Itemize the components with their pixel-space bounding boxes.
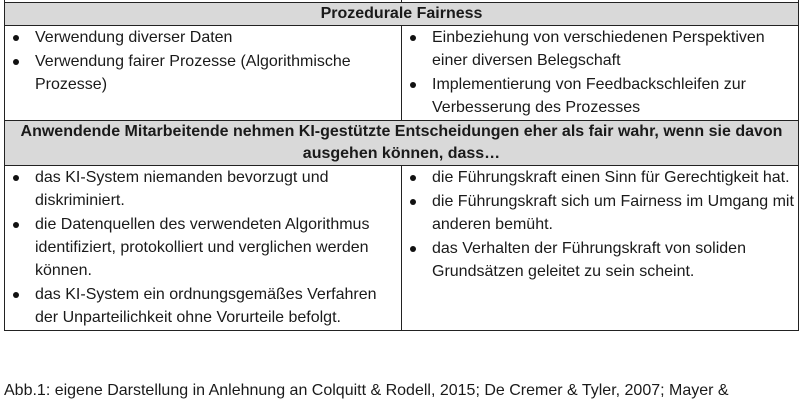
table-row-section-header [5, 3, 799, 26]
list-item-text: die Führungskraft einen Sinn für Gerechtigkeit hat. [432, 169, 790, 186]
list-item [402, 166, 798, 189]
bullet-icon [13, 292, 19, 298]
fairness-table [4, 0, 799, 331]
bullet-icon [13, 175, 19, 181]
table-row-procedural-content [5, 26, 799, 121]
bullet-icon [13, 222, 19, 228]
list-item-text: die Führungskraft sich um Fairness im Umgang mit anderen bemüht. [432, 193, 794, 233]
perception-left-cell [5, 166, 402, 331]
list-item-text: die Datenquellen des verwendeten Algorithmus identifiziert, protokolliert und verglichen werden können. [35, 216, 370, 279]
bullet-icon [410, 35, 416, 41]
list-item [402, 190, 798, 236]
list-item-text: das KI-System ein ordnungsgemäßes Verfahren der Unparteilichkeit ohne Vorurteile befolgt. [35, 286, 377, 326]
bullet-icon [13, 35, 19, 41]
list-item [5, 26, 401, 49]
list-item-text: Verwendung diverser Daten [35, 29, 233, 46]
figure-caption: Abb.1: eigene Darstellung in Anlehnung an Colquitt & Rodell, 2015; De Cremer & Tyler, 2007; Mayer & [4, 382, 729, 399]
bullet-icon [410, 175, 416, 181]
list-item [402, 237, 798, 283]
list-item [5, 283, 401, 329]
perception-right-cell [402, 166, 799, 331]
list-item-text: Verwendung fairer Prozesse (Algorithmische Prozesse) [35, 53, 351, 93]
bullet-icon [410, 199, 416, 205]
list-item [402, 73, 798, 119]
list-item [5, 213, 401, 282]
list-item-text: das Verhalten der Führungskraft von soliden Grundsätzen geleitet zu sein scheint. [432, 240, 746, 280]
list-item [402, 26, 798, 72]
table-row-perception-content [5, 166, 799, 331]
procedural-left-list [5, 26, 401, 96]
list-item [5, 166, 401, 212]
list-item-text: Implementierung von Feedbackschleifen zur Verbesserung des Prozesses [432, 76, 746, 116]
procedural-right-cell [402, 26, 799, 121]
fairness-table-container [4, 0, 798, 331]
perception-left-list [5, 166, 401, 329]
bullet-icon [13, 59, 19, 65]
bullet-icon [410, 246, 416, 252]
list-item-text: das KI-System niemanden bevorzugt und diskriminiert. [35, 169, 329, 209]
bullet-icon [410, 82, 416, 88]
perception-right-list [402, 166, 798, 283]
section-header-procedural-fairness: Prozedurale Fairness [5, 3, 799, 26]
list-item-text: Einbeziehung von verschiedenen Perspektiven einer diversen Belegschaft [432, 29, 765, 69]
list-item [5, 50, 401, 96]
question-header: Anwendende Mitarbeitende nehmen KI-gestützte Entscheidungen eher als fair wahr, wenn sie davon ausgehen können, dass… [5, 121, 799, 166]
table-row-question-header [5, 121, 799, 166]
procedural-right-list [402, 26, 798, 119]
procedural-left-cell [5, 26, 402, 121]
